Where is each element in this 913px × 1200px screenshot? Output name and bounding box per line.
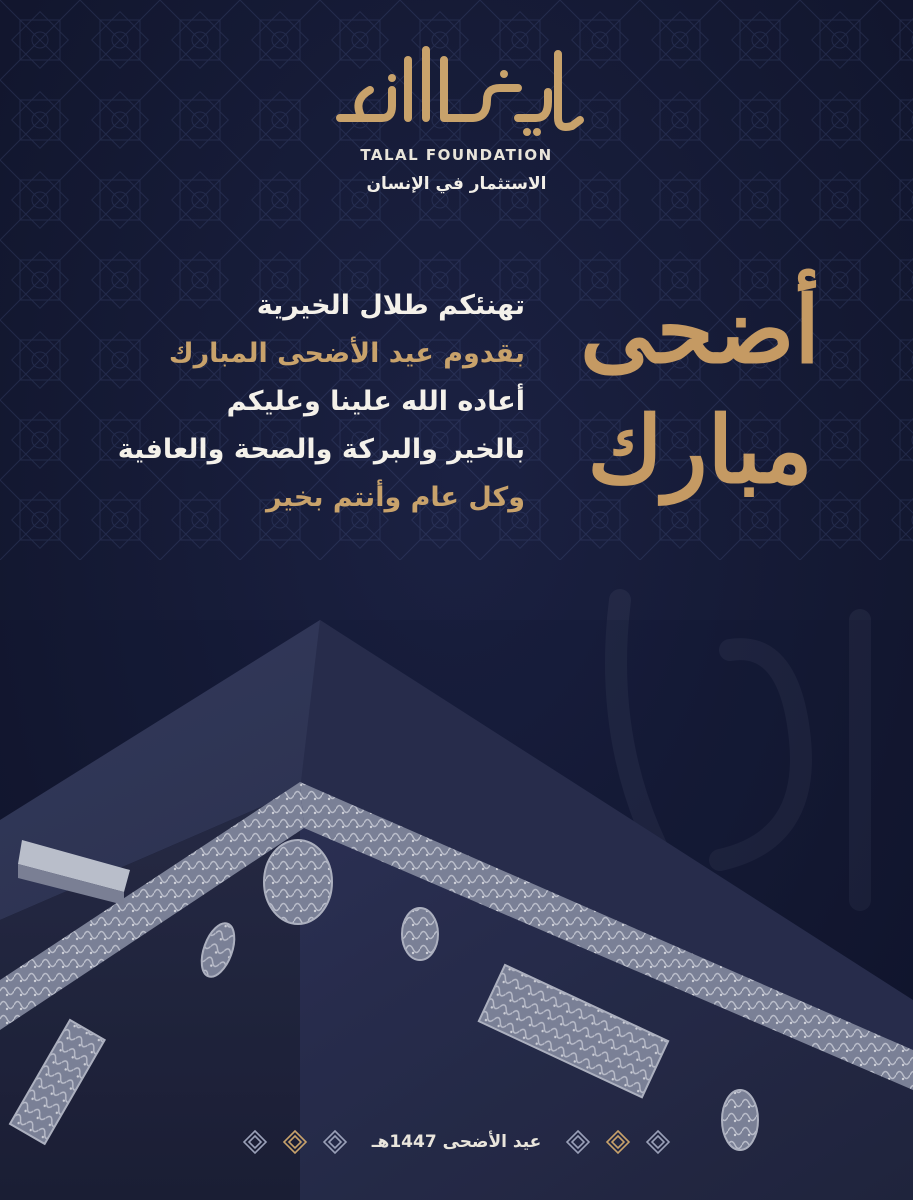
ornament-icon (242, 1129, 268, 1155)
footer (0, 1122, 913, 1162)
ornament-icon (282, 1129, 308, 1155)
calligraphy-line-1: أضحى (580, 276, 820, 384)
ornament-icon (605, 1129, 631, 1155)
calligraphy-line-2: مبارك (587, 396, 813, 504)
ornament-icon (322, 1129, 348, 1155)
eid-calligraphy (520, 270, 880, 550)
kaaba-illustration (0, 620, 913, 1200)
ornament-icon (645, 1129, 671, 1155)
logo-english-name: TALAL FOUNDATION (360, 146, 553, 164)
logo (0, 40, 913, 194)
tagline: الاستثمار في الإنسان (366, 174, 547, 194)
greeting-line-4: بالخير والبركة والصحة والعافية (117, 434, 525, 465)
greeting-message (40, 282, 525, 522)
greeting-line-1: تهنئكم طلال الخيرية (256, 290, 525, 321)
footer-date: عيد الأضحى 1447هـ (371, 1132, 542, 1152)
greeting-line-5: وكل عام وأنتم بخير (266, 482, 525, 513)
ornament-icon (565, 1129, 591, 1155)
logo-arabic-lettering (322, 40, 592, 140)
greeting-line-2: بقدوم عيد الأضحى المبارك (168, 338, 525, 369)
greeting-line-3: أعاده الله علينا وعليكم (226, 386, 525, 417)
